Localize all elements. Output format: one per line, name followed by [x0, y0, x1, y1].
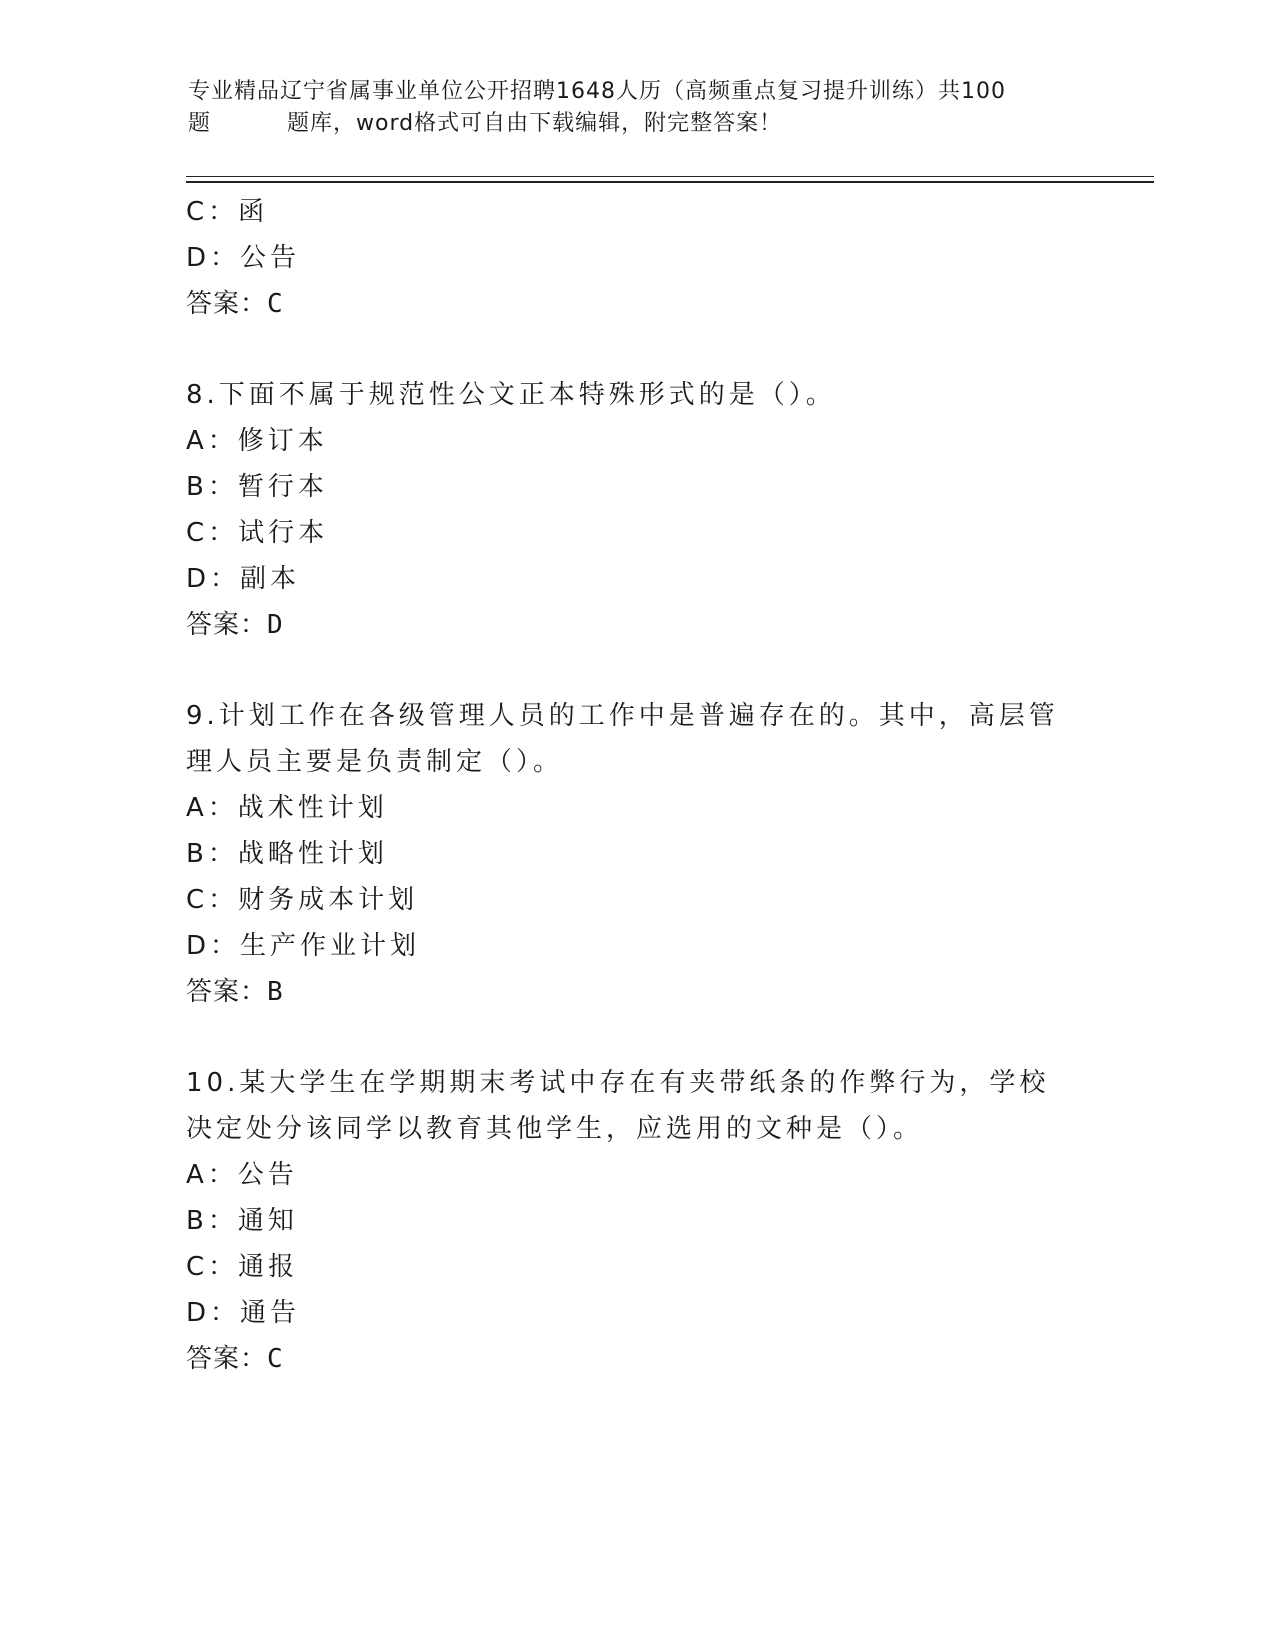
option-b [186, 464, 1086, 510]
option-text: 试行本 [238, 518, 329, 548]
header-line-2-start: 题 [188, 111, 212, 136]
option-text: 通告 [240, 1298, 301, 1328]
option-text: 函 [238, 197, 269, 227]
option-letter: B： [186, 839, 238, 869]
option-letter: C： [186, 885, 239, 915]
option-b [186, 831, 1086, 877]
option-c [186, 877, 1086, 923]
answer-line [186, 281, 1086, 327]
option-d [186, 1290, 1086, 1336]
answer-value: C [267, 289, 284, 319]
header-line-1: 专业精品辽宁省属事业单位公开招聘1648人历（高频重点复习提升训练）共100 [188, 79, 1006, 104]
option-text: 副本 [240, 564, 301, 594]
option-text: 暂行本 [237, 472, 328, 502]
option-letter: A： [186, 1160, 238, 1190]
question-10 [186, 1060, 1086, 1382]
option-text: 生产作业计划 [240, 931, 421, 961]
answer-value: D [267, 610, 284, 640]
answer-label: 答案： [186, 977, 268, 1007]
option-letter: D： [186, 931, 241, 961]
option-text: 通知 [237, 1206, 298, 1236]
option-letter: A： [186, 426, 238, 456]
option-text: 财务成本计划 [238, 885, 419, 915]
option-text: 战术性计划 [237, 793, 388, 823]
header-divider-thick [186, 181, 1154, 183]
question-7-tail [186, 189, 1086, 327]
option-letter: D： [186, 1298, 241, 1328]
option-text: 战略性计划 [237, 839, 388, 869]
question-stem: 8.下面不属于规范性公文正本特殊形式的是（）。 [186, 380, 836, 410]
option-letter: A： [186, 793, 238, 823]
option-a [186, 1152, 1086, 1198]
answer-line [186, 602, 1086, 648]
option-letter: C： [186, 1252, 239, 1282]
option-letter: D： [186, 564, 241, 594]
document-header [188, 76, 1088, 140]
option-c [186, 510, 1086, 556]
option-letter: B： [186, 1206, 238, 1236]
option-b [186, 1198, 1086, 1244]
option-letter: C： [186, 197, 239, 227]
option-c [186, 189, 1086, 235]
answer-line [186, 1336, 1086, 1382]
question-9 [186, 693, 1086, 1015]
answer-label: 答案： [186, 289, 268, 319]
option-a [186, 418, 1086, 464]
option-d [186, 235, 1086, 281]
header-line-2 [188, 108, 1088, 140]
header-line-2-rest: 题库，word格式可自由下载编辑，附完整答案！ [287, 111, 783, 136]
option-text: 通报 [238, 1252, 299, 1282]
option-c [186, 1244, 1086, 1290]
option-letter: B： [186, 472, 238, 502]
answer-value: C [267, 1344, 284, 1374]
option-text: 修订本 [237, 426, 328, 456]
answer-line [186, 969, 1086, 1015]
answer-label: 答案： [186, 1344, 268, 1374]
question-list [186, 189, 1086, 1382]
option-d [186, 923, 1086, 969]
option-text: 公告 [237, 1160, 298, 1190]
question-stem: 10.某大学生在学期期末考试中存在有夹带纸条的作弊行为，学校决定处分该同学以教育其他学生，应选用的文种是（）。 [186, 1068, 1050, 1144]
answer-value: B [267, 977, 284, 1007]
header-divider-thin [186, 176, 1154, 177]
option-text: 公告 [240, 243, 301, 273]
option-a [186, 785, 1086, 831]
question-8 [186, 372, 1086, 648]
answer-label: 答案： [186, 610, 268, 640]
option-d [186, 556, 1086, 602]
option-letter: C： [186, 518, 239, 548]
option-letter: D： [186, 243, 241, 273]
question-stem: 9.计划工作在各级管理人员的工作中是普遍存在的。其中，高层管理人员主要是负责制定（）。 [186, 701, 1059, 777]
